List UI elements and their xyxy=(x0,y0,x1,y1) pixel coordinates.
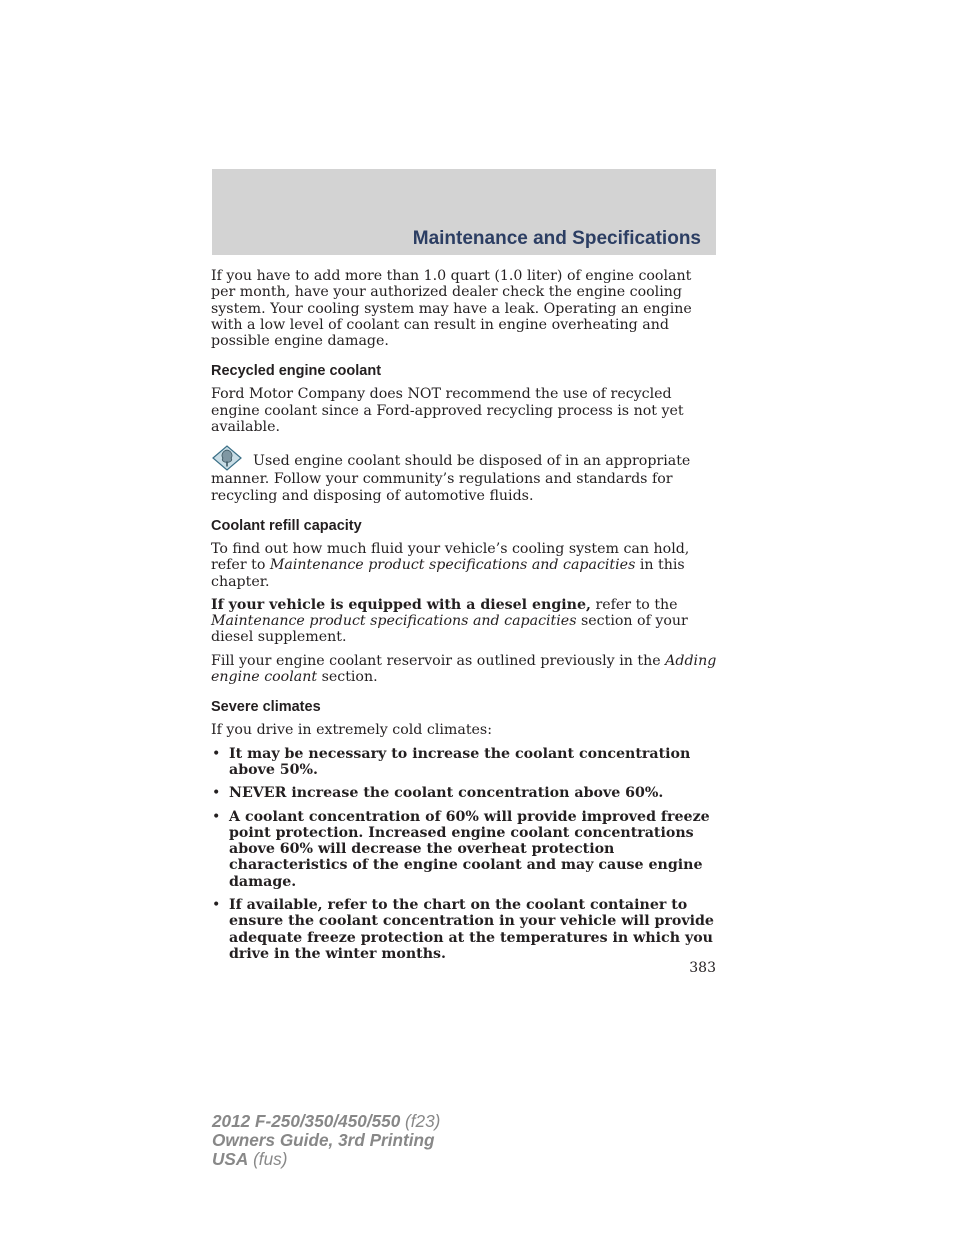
list-item-text: If available, refer to the chart on the coolant container to ensure the coolant concentration in your vehicle will provide adequate freeze protection at the temperatures in which you drive in the winter months. xyxy=(229,897,714,962)
list-item-text: A coolant concentration of 60% will provide improved freeze point protection. Increased engine coolant concentrations above 60% will decrease the overheat protection characteristics of the engine coolant and may cause engine damage. xyxy=(229,808,710,890)
environment-note xyxy=(211,445,717,504)
refill-paragraph-3 xyxy=(211,653,717,686)
refill-p2-bold: If your vehicle is equipped with a diesel engine, xyxy=(211,596,591,613)
intro-paragraph: If you have to add more than 1.0 quart (1.0 liter) of engine coolant per month, have your authorized dealer check the engine cooling system. Your cooling system may have a leak. Operating an engine with a low level of coolant can result in engine overheating and possible engine damage. xyxy=(211,268,692,350)
footer-model-code: (f23) xyxy=(400,1111,441,1131)
page-content xyxy=(211,268,717,969)
recycled-coolant-paragraph: Ford Motor Company does NOT recommend the use of recycled engine coolant since a Ford-approved recycling process is not yet available. xyxy=(211,386,684,436)
footer-market: USA xyxy=(212,1149,249,1169)
recycled-coolant-heading: Recycled engine coolant xyxy=(211,363,382,380)
list-item-text: It may be necessary to increase the coolant concentration above 50%. xyxy=(229,745,691,778)
refill-p1-text: To find out how much fluid your vehicle’s cooling system can hold, refer to xyxy=(211,540,690,574)
environment-note-text: Used engine coolant should be disposed of in an appropriate manner. Follow your community’s regulations and standards for recycling and disposing of automotive fluids. xyxy=(211,453,691,504)
footer-line-market xyxy=(212,1150,440,1169)
footer-model: 2012 F-250/350/450/550 xyxy=(212,1111,401,1131)
bullet-icon: • xyxy=(212,808,221,825)
page-number: 383 xyxy=(689,960,716,976)
severe-climates-intro: If you drive in extremely cold climates: xyxy=(211,722,492,739)
footer-line-model xyxy=(212,1112,440,1131)
bullet-icon: • xyxy=(212,785,221,802)
refill-capacity-heading: Coolant refill capacity xyxy=(211,517,362,534)
refill-p2-tail: section of your diesel supplement. xyxy=(211,613,688,646)
refill-paragraph-1 xyxy=(211,541,717,590)
list-item xyxy=(211,746,717,779)
refill-p1-reference: Maintenance product specifications and capacities xyxy=(269,557,636,574)
refill-p2-text: refer to the xyxy=(590,596,678,613)
refill-p2-reference: Maintenance product specifications and capacities xyxy=(211,613,577,630)
refill-p3-reference: Adding engine coolant xyxy=(211,652,717,686)
chapter-title: Maintenance and Specifications xyxy=(412,228,701,249)
document-footer xyxy=(212,1112,440,1169)
refill-p3-text: Fill your engine coolant reservoir as outlined previously in the xyxy=(211,652,666,669)
severe-climates-heading: Severe climates xyxy=(211,699,321,716)
list-item xyxy=(211,897,717,962)
chapter-header-band xyxy=(212,169,716,255)
list-item xyxy=(211,785,717,801)
list-item xyxy=(211,809,717,890)
recycle-tree-icon xyxy=(211,445,243,471)
footer-line-guide: Owners Guide, 3rd Printing xyxy=(212,1130,435,1150)
severe-climates-list xyxy=(211,746,717,963)
bullet-icon: • xyxy=(212,897,221,914)
refill-p3-tail: section. xyxy=(317,669,378,686)
footer-market-code: (fus) xyxy=(248,1149,288,1169)
refill-paragraph-2 xyxy=(211,597,717,646)
bullet-icon: • xyxy=(212,745,221,762)
refill-p1-tail: in this chapter. xyxy=(211,557,685,590)
list-item-text: NEVER increase the coolant concentration above 60%. xyxy=(229,785,664,802)
